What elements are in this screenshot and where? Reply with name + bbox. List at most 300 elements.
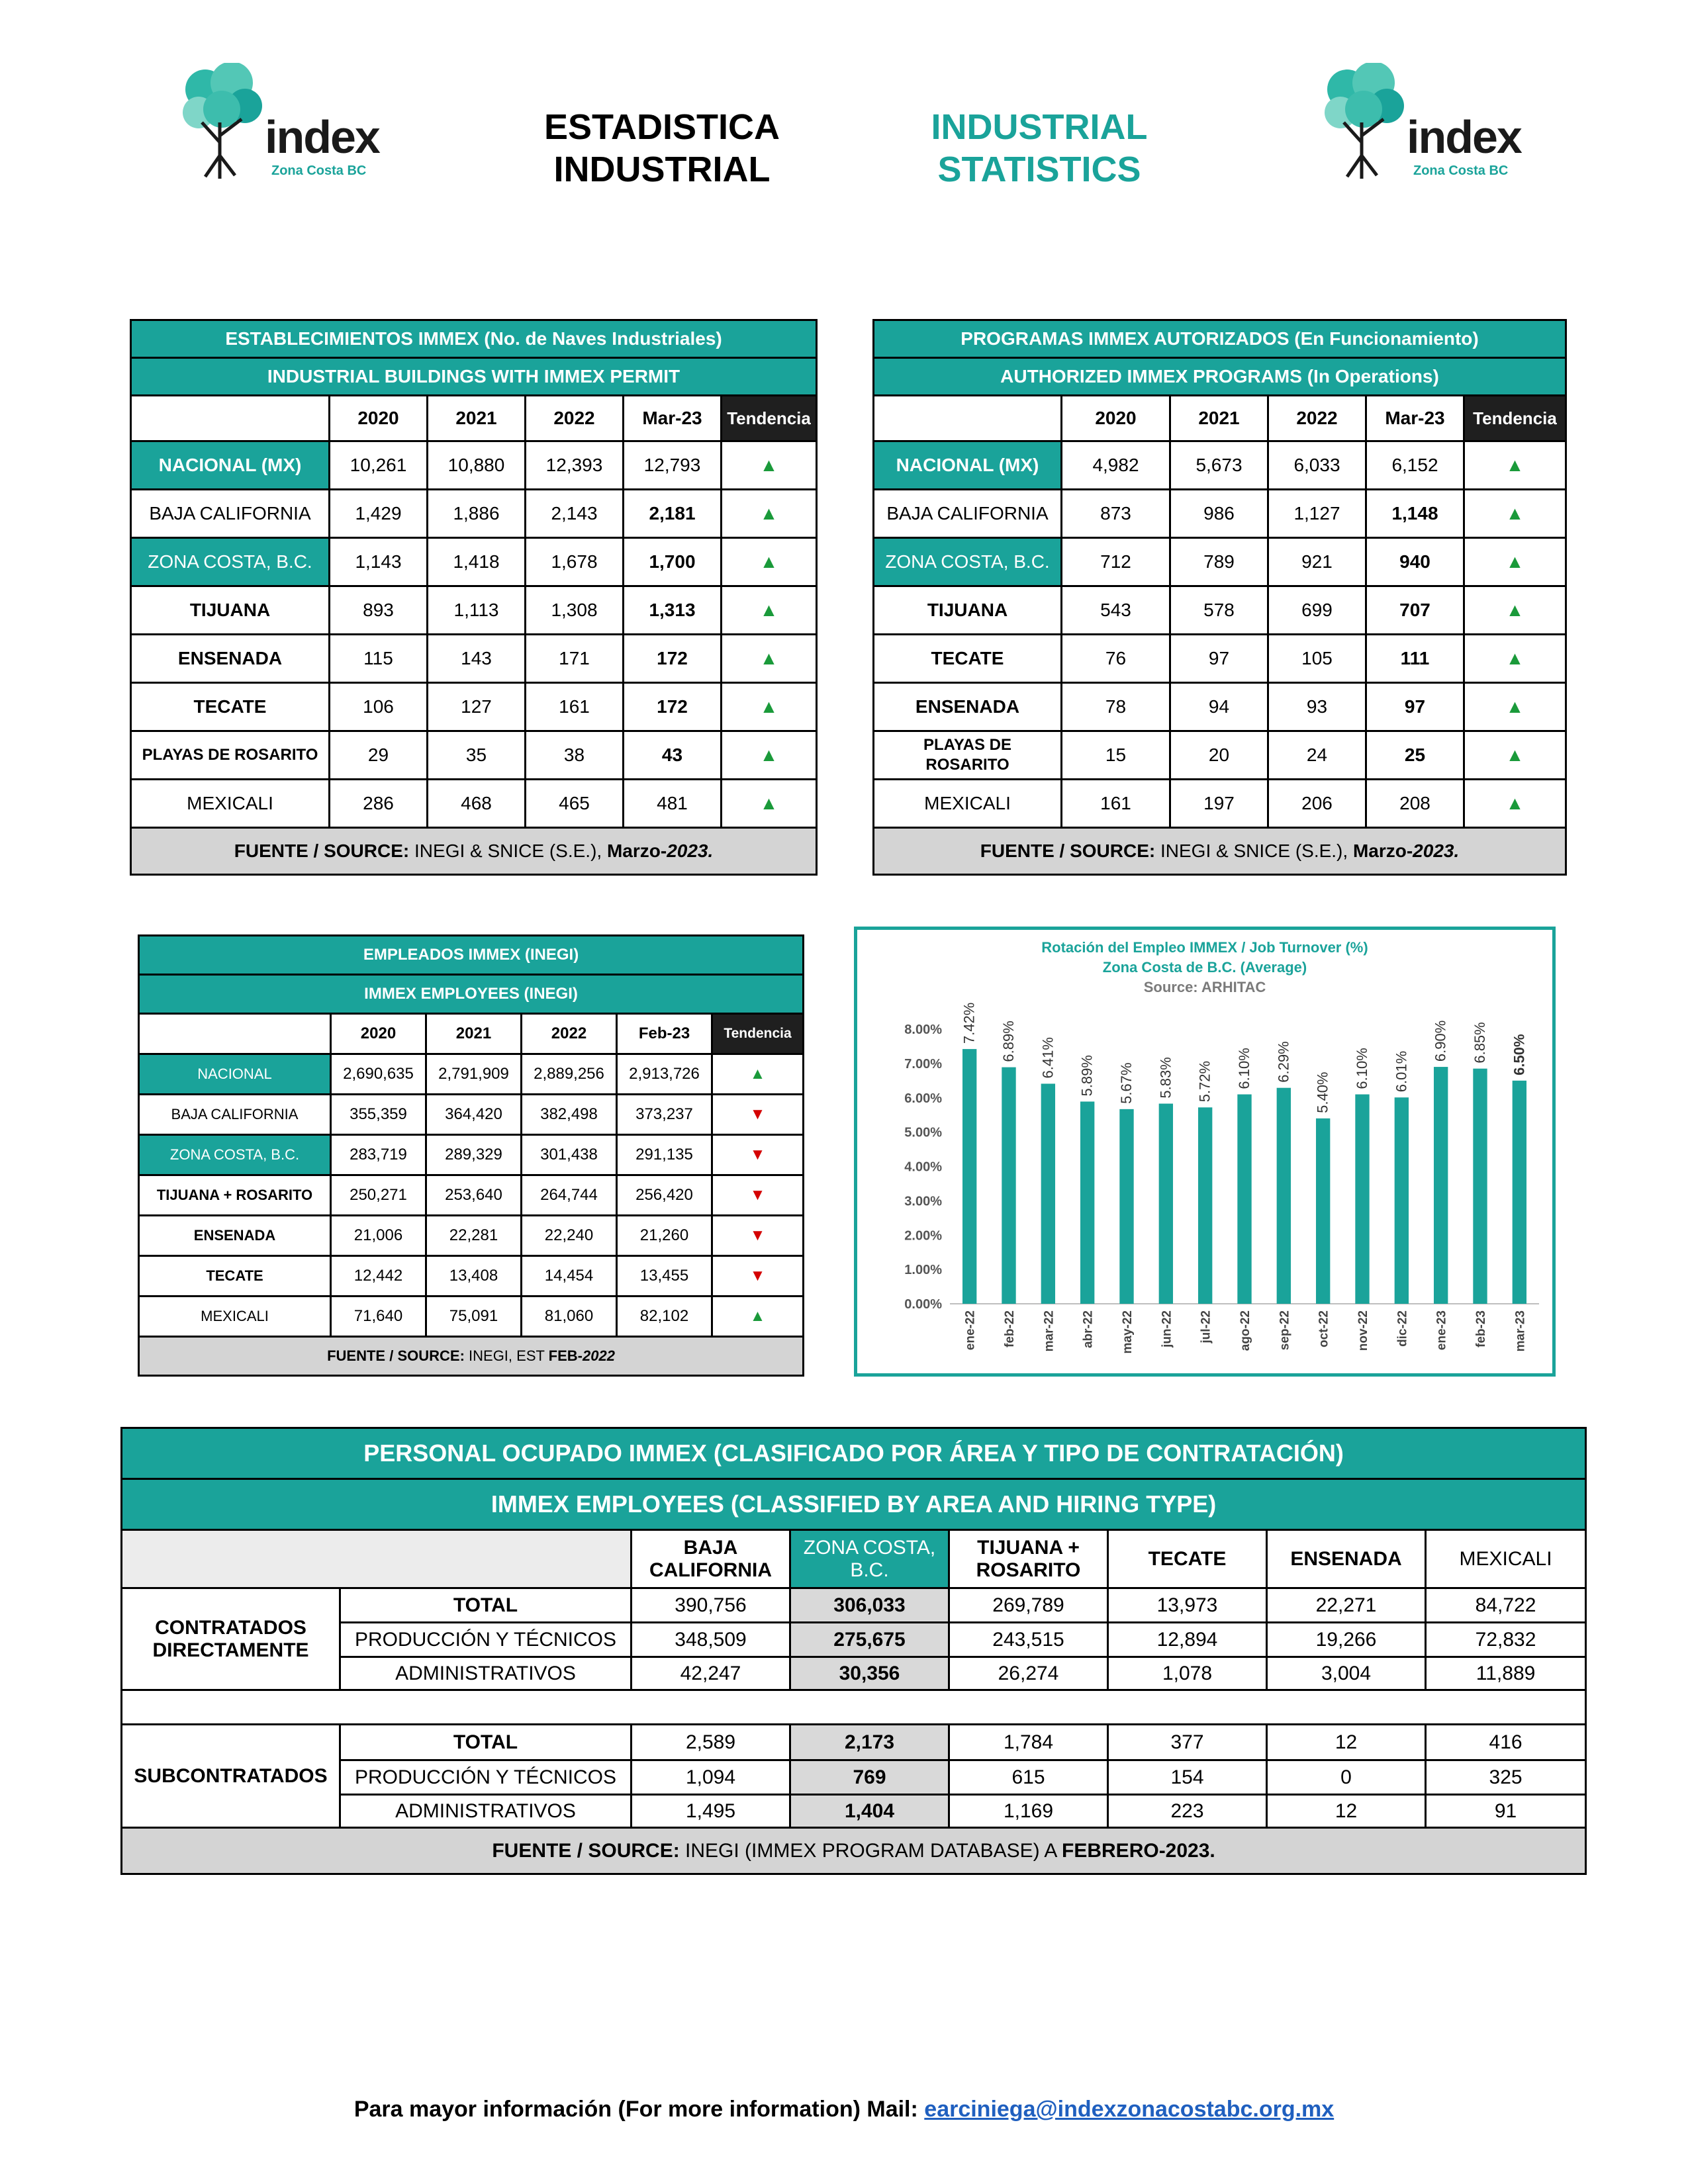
- bar: [1355, 1095, 1369, 1304]
- table-row: [122, 1623, 1586, 1657]
- col-header: Feb-23: [617, 1014, 712, 1054]
- table-row: [139, 1095, 804, 1135]
- cell: 29: [330, 731, 428, 780]
- bar: [1159, 1104, 1173, 1304]
- corner-cell: [139, 1014, 331, 1054]
- data-label: 5.72%: [1196, 1060, 1213, 1103]
- bar: [1002, 1068, 1015, 1304]
- cell: 19,266: [1267, 1623, 1426, 1657]
- trend-up-icon: ▲: [1464, 441, 1566, 490]
- chart-subtitle: Zona Costa de B.C. (Average): [1102, 959, 1307, 976]
- cell: 35: [428, 731, 526, 780]
- x-tick-label: may-22: [1121, 1310, 1135, 1354]
- title-es-line2: INDUSTRIAL: [553, 150, 771, 189]
- cell: 14,454: [522, 1256, 617, 1297]
- table-personnel-by-area: [120, 1427, 1587, 1875]
- row-label: TOTAL: [340, 1725, 632, 1760]
- table-row: [131, 538, 817, 586]
- table-row: [122, 1657, 1586, 1690]
- cell: 707: [1366, 586, 1464, 635]
- trend-up-icon: ▲: [722, 538, 817, 586]
- cell: 6,152: [1366, 441, 1464, 490]
- table-row: [874, 780, 1566, 828]
- cell: 10,261: [330, 441, 428, 490]
- row-label: MEXICALI: [131, 780, 330, 828]
- trend-up-icon: ▲: [722, 490, 817, 538]
- source-year: 2022: [582, 1347, 615, 1364]
- cell: 986: [1170, 490, 1268, 538]
- cell: 2,181: [624, 490, 722, 538]
- cell: 24: [1268, 731, 1366, 780]
- cell: 105: [1268, 635, 1366, 683]
- table-row: [874, 683, 1566, 731]
- data-label: 6.41%: [1039, 1037, 1056, 1079]
- table-title-es: ESTABLECIMIENTOS IMMEX (No. de Naves Industriales): [131, 320, 817, 358]
- data-label: 6.50%: [1511, 1034, 1528, 1075]
- corner-cell: [122, 1530, 632, 1588]
- row-label: NACIONAL: [139, 1054, 331, 1095]
- table-title-en: INDUSTRIAL BUILDINGS WITH IMMEX PERMIT: [131, 358, 817, 396]
- cell: 12,793: [624, 441, 722, 490]
- table-row: [131, 635, 817, 683]
- corner-cell: [131, 396, 330, 441]
- table-title-en: IMMEX EMPLOYEES (INEGI): [139, 975, 804, 1014]
- cell: 1,404: [790, 1795, 949, 1828]
- cell: 789: [1170, 538, 1268, 586]
- cell: 1,313: [624, 586, 722, 635]
- bar: [1119, 1109, 1133, 1304]
- cell: 243,515: [949, 1623, 1108, 1657]
- y-tick-label: 4.00%: [904, 1160, 942, 1175]
- cell: 1,127: [1268, 490, 1366, 538]
- col-header: 2020: [331, 1014, 426, 1054]
- table-row: [131, 490, 817, 538]
- cell: 291,135: [617, 1135, 712, 1175]
- cell: 10,880: [428, 441, 526, 490]
- row-label: BAJA CALIFORNIA: [139, 1095, 331, 1135]
- cell: 76: [1062, 635, 1170, 683]
- cell: 22,240: [522, 1216, 617, 1256]
- cell: 22,271: [1267, 1588, 1426, 1623]
- cell: 12,894: [1108, 1623, 1267, 1657]
- source-label: FUENTE / SOURCE:: [492, 1839, 680, 1862]
- table-row: [874, 731, 1566, 780]
- cell: 699: [1268, 586, 1366, 635]
- title-spanish: [503, 106, 821, 191]
- cell: 712: [1062, 538, 1170, 586]
- table-row: [874, 586, 1566, 635]
- col-header-trend: Tendencia: [722, 396, 817, 441]
- cell: 373,237: [617, 1095, 712, 1135]
- cell: 1,418: [428, 538, 526, 586]
- cell: 2,690,635: [331, 1054, 426, 1095]
- footer-contact: [0, 2097, 1688, 2122]
- cell: 1,495: [632, 1795, 790, 1828]
- tree-icon: [1321, 63, 1407, 182]
- cell: 197: [1170, 780, 1268, 828]
- col-header: 2022: [1268, 396, 1366, 441]
- cell: 364,420: [426, 1095, 522, 1135]
- col-header-trend: Tendencia: [1464, 396, 1566, 441]
- cell: 223: [1108, 1795, 1267, 1828]
- x-tick-label: ene-23: [1434, 1310, 1449, 1351]
- data-label: 7.42%: [961, 1002, 978, 1044]
- row-label: ZONA COSTA, B.C.: [874, 538, 1062, 586]
- cell: 12: [1267, 1795, 1426, 1828]
- trend-up-icon: ▲: [1464, 780, 1566, 828]
- col-header: 2021: [428, 396, 526, 441]
- table-immex-programs: [872, 319, 1567, 876]
- data-label: 5.40%: [1314, 1071, 1331, 1113]
- cell: 1,429: [330, 490, 428, 538]
- trend-up-icon: ▲: [722, 780, 817, 828]
- table-row: [874, 490, 1566, 538]
- cell: 21,006: [331, 1216, 426, 1256]
- cell: 269,789: [949, 1588, 1108, 1623]
- col-header: TIJUANA + ROSARITO: [949, 1530, 1108, 1588]
- cell: 893: [330, 586, 428, 635]
- trend-up-icon: ▲: [712, 1054, 804, 1095]
- data-label: 5.83%: [1157, 1057, 1174, 1099]
- x-tick-label: mar-23: [1513, 1310, 1528, 1352]
- spacer-row: [122, 1690, 1586, 1725]
- source-text: INEGI & SNICE (S.E.),: [409, 841, 607, 861]
- footer-email-link[interactable]: earciniega@indexzonacostabc.org.mx: [924, 2097, 1335, 2122]
- x-tick-label: sep-22: [1278, 1310, 1292, 1351]
- cell: 416: [1426, 1725, 1586, 1760]
- cell: 301,438: [522, 1135, 617, 1175]
- cell: 468: [428, 780, 526, 828]
- cell: 2,913,726: [617, 1054, 712, 1095]
- row-label: MEXICALI: [874, 780, 1062, 828]
- col-header: Mar-23: [624, 396, 722, 441]
- table-immex-buildings: [130, 319, 818, 876]
- table-row: [131, 731, 817, 780]
- cell: 355,359: [331, 1095, 426, 1135]
- bar: [1041, 1083, 1055, 1304]
- table-title-en: AUTHORIZED IMMEX PROGRAMS (In Operations): [874, 358, 1566, 396]
- table-row: [131, 441, 817, 490]
- source-label: FUENTE / SOURCE:: [980, 841, 1156, 861]
- table-row: [131, 780, 817, 828]
- cell: 12,442: [331, 1256, 426, 1297]
- cell: 161: [1062, 780, 1170, 828]
- col-header: 2021: [1170, 396, 1268, 441]
- cell: 1,678: [526, 538, 624, 586]
- cell: 127: [428, 683, 526, 731]
- row-label: TECATE: [139, 1256, 331, 1297]
- col-header: 2020: [330, 396, 428, 441]
- bar: [1277, 1088, 1291, 1304]
- x-tick-label: dic-22: [1395, 1310, 1410, 1347]
- data-label: 5.67%: [1118, 1062, 1135, 1104]
- cell: 172: [624, 635, 722, 683]
- bar: [1395, 1097, 1409, 1304]
- cell: 11,889: [1426, 1657, 1586, 1690]
- cell: 75,091: [426, 1297, 522, 1337]
- trend-up-icon: ▲: [722, 635, 817, 683]
- trend-up-icon: ▲: [722, 441, 817, 490]
- trend-down-icon: ▼: [712, 1256, 804, 1297]
- cell: 306,033: [790, 1588, 949, 1623]
- cell: 1,700: [624, 538, 722, 586]
- logo-word: index: [1407, 111, 1521, 163]
- row-label: ZONA COSTA, B.C.: [131, 538, 330, 586]
- table-title-es: EMPLEADOS IMMEX (INEGI): [139, 936, 804, 975]
- source-year: 2023.: [1413, 841, 1460, 861]
- trend-up-icon: ▲: [1464, 538, 1566, 586]
- x-tick-label: abr-22: [1081, 1310, 1096, 1349]
- data-label: 6.29%: [1275, 1041, 1292, 1083]
- cell: 111: [1366, 635, 1464, 683]
- table-row: [874, 538, 1566, 586]
- cell: 106: [330, 683, 428, 731]
- cell: 72,832: [1426, 1623, 1586, 1657]
- cell: 377: [1108, 1725, 1267, 1760]
- cell: 256,420: [617, 1175, 712, 1216]
- cell: 78: [1062, 683, 1170, 731]
- col-header: 2022: [526, 396, 624, 441]
- table-row: [139, 1256, 804, 1297]
- col-header: TECATE: [1108, 1530, 1267, 1588]
- cell: 1,784: [949, 1725, 1108, 1760]
- table-row: [874, 635, 1566, 683]
- corner-cell: [874, 396, 1062, 441]
- title-en-line1: INDUSTRIAL: [931, 107, 1148, 147]
- table-immex-employees: [138, 934, 804, 1377]
- cell: 1,113: [428, 586, 526, 635]
- row-label: TOTAL: [340, 1588, 632, 1623]
- table-row: [131, 586, 817, 635]
- group-label: SUBCONTRATADOS: [122, 1725, 340, 1828]
- cell: 154: [1108, 1760, 1267, 1795]
- cell: 0: [1267, 1760, 1426, 1795]
- source-note: [874, 828, 1566, 875]
- cell: 25: [1366, 731, 1464, 780]
- chart-source: Source: ARHITAC: [1143, 979, 1266, 995]
- logo-word: index: [265, 111, 379, 163]
- table-row: [122, 1725, 1586, 1760]
- row-label: ADMINISTRATIVOS: [340, 1795, 632, 1828]
- col-header: 2021: [426, 1014, 522, 1054]
- cell: 30,356: [790, 1657, 949, 1690]
- cell: 286: [330, 780, 428, 828]
- cell: 253,640: [426, 1175, 522, 1216]
- cell: 42,247: [632, 1657, 790, 1690]
- data-label: 5.89%: [1078, 1055, 1096, 1097]
- cell: 615: [949, 1760, 1108, 1795]
- tree-icon: [179, 63, 265, 182]
- trend-up-icon: ▲: [1464, 731, 1566, 780]
- title-es-line1: ESTADISTICA: [543, 107, 780, 147]
- bar: [1434, 1067, 1448, 1304]
- index-logo-right: [1321, 63, 1519, 189]
- bar: [1080, 1101, 1094, 1304]
- cell: 115: [330, 635, 428, 683]
- trend-up-icon: ▲: [722, 731, 817, 780]
- source-note: [139, 1337, 804, 1376]
- source-note: [122, 1828, 1586, 1874]
- cell: 26,274: [949, 1657, 1108, 1690]
- trend-up-icon: ▲: [1464, 635, 1566, 683]
- table-row: [139, 1135, 804, 1175]
- source-text: INEGI & SNICE (S.E.),: [1155, 841, 1353, 861]
- col-header: ZONA COSTA, B.C.: [790, 1530, 949, 1588]
- trend-up-icon: ▲: [1464, 586, 1566, 635]
- cell: 1,078: [1108, 1657, 1267, 1690]
- row-label: NACIONAL (MX): [874, 441, 1062, 490]
- cell: 12,393: [526, 441, 624, 490]
- cell: 1,169: [949, 1795, 1108, 1828]
- row-label: ADMINISTRATIVOS: [340, 1657, 632, 1690]
- row-label: BAJA CALIFORNIA: [131, 490, 330, 538]
- x-tick-label: nov-22: [1356, 1310, 1370, 1351]
- table-row: [139, 1297, 804, 1337]
- cell: 15: [1062, 731, 1170, 780]
- source-text: INEGI (IMMEX PROGRAM DATABASE) A: [679, 1839, 1062, 1862]
- cell: 206: [1268, 780, 1366, 828]
- cell: 82,102: [617, 1297, 712, 1337]
- trend-up-icon: ▲: [722, 586, 817, 635]
- trend-down-icon: ▼: [712, 1135, 804, 1175]
- trend-up-icon: ▲: [722, 683, 817, 731]
- cell: 1,148: [1366, 490, 1464, 538]
- source-date: Marzo-: [606, 841, 667, 861]
- cell: 6,033: [1268, 441, 1366, 490]
- bar: [1237, 1095, 1251, 1304]
- cell: 97: [1170, 635, 1268, 683]
- y-tick-label: 5.00%: [904, 1125, 942, 1140]
- cell: 22,281: [426, 1216, 522, 1256]
- col-header: BAJA CALIFORNIA: [632, 1530, 790, 1588]
- y-tick-label: 3.00%: [904, 1194, 942, 1209]
- source-note: [131, 828, 817, 875]
- cell: 3,004: [1267, 1657, 1426, 1690]
- cell: 264,744: [522, 1175, 617, 1216]
- table-row: [874, 441, 1566, 490]
- cell: 172: [624, 683, 722, 731]
- cell: 873: [1062, 490, 1170, 538]
- trend-down-icon: ▼: [712, 1175, 804, 1216]
- col-header: Mar-23: [1366, 396, 1464, 441]
- table-row: [122, 1588, 1586, 1623]
- row-label: TECATE: [874, 635, 1062, 683]
- title-english: [880, 106, 1198, 191]
- cell: 481: [624, 780, 722, 828]
- row-label: ZONA COSTA, B.C.: [139, 1135, 331, 1175]
- row-label: PRODUCCIÓN Y TÉCNICOS: [340, 1760, 632, 1795]
- row-label: NACIONAL (MX): [131, 441, 330, 490]
- bar: [1473, 1069, 1487, 1304]
- cell: 2,173: [790, 1725, 949, 1760]
- x-tick-label: oct-22: [1317, 1310, 1331, 1347]
- cell: 250,271: [331, 1175, 426, 1216]
- table-title-es: PERSONAL OCUPADO IMMEX (CLASIFICADO POR ÁREA Y TIPO DE CONTRATACIÓN): [122, 1428, 1586, 1479]
- cell: 1,308: [526, 586, 624, 635]
- x-tick-label: ene-22: [963, 1310, 978, 1351]
- cell: 5,673: [1170, 441, 1268, 490]
- table-row: [131, 683, 817, 731]
- cell: 21,260: [617, 1216, 712, 1256]
- cell: 91: [1426, 1795, 1586, 1828]
- cell: 43: [624, 731, 722, 780]
- source-date: FEBRERO-2023.: [1062, 1839, 1215, 1862]
- cell: 13,455: [617, 1256, 712, 1297]
- cell: 12: [1267, 1725, 1426, 1760]
- row-label: BAJA CALIFORNIA: [874, 490, 1062, 538]
- bar: [1198, 1107, 1212, 1304]
- job-turnover-chart: [854, 927, 1556, 1377]
- y-tick-label: 1.00%: [904, 1263, 942, 1278]
- bar: [962, 1049, 976, 1304]
- cell: 208: [1366, 780, 1464, 828]
- logo-subtitle: Zona Costa BC: [271, 163, 367, 178]
- cell: 348,509: [632, 1623, 790, 1657]
- cell: 2,791,909: [426, 1054, 522, 1095]
- cell: 143: [428, 635, 526, 683]
- cell: 769: [790, 1760, 949, 1795]
- logo-subtitle: Zona Costa BC: [1413, 163, 1509, 178]
- trend-down-icon: ▼: [712, 1216, 804, 1256]
- cell: 1,143: [330, 538, 428, 586]
- table-row: [139, 1175, 804, 1216]
- col-header: ENSENADA: [1267, 1530, 1426, 1588]
- cell: 1,886: [428, 490, 526, 538]
- y-tick-label: 6.00%: [904, 1091, 942, 1106]
- table-row: [122, 1795, 1586, 1828]
- source-date: Marzo-: [1352, 841, 1413, 861]
- cell: 13,973: [1108, 1588, 1267, 1623]
- x-tick-label: mar-22: [1042, 1310, 1056, 1352]
- data-label: 6.10%: [1236, 1048, 1252, 1089]
- cell: 2,143: [526, 490, 624, 538]
- chart-plot: [857, 930, 1552, 1373]
- cell: 2,589: [632, 1725, 790, 1760]
- cell: 325: [1426, 1760, 1586, 1795]
- cell: 465: [526, 780, 624, 828]
- cell: 94: [1170, 683, 1268, 731]
- x-tick-label: ago-22: [1239, 1310, 1252, 1351]
- cell: 171: [526, 635, 624, 683]
- trend-up-icon: ▲: [712, 1297, 804, 1337]
- x-tick-label: jul-22: [1199, 1310, 1213, 1343]
- row-label: ENSENADA: [874, 683, 1062, 731]
- y-tick-label: 2.00%: [904, 1228, 942, 1244]
- source-date: FEB-: [548, 1347, 583, 1364]
- source-text: INEGI, EST: [464, 1347, 549, 1364]
- data-label: 6.85%: [1472, 1022, 1488, 1064]
- footer-text: Para mayor información (For more information) Mail:: [353, 2097, 925, 2122]
- source-year: 2023.: [667, 841, 714, 861]
- chart-title: Rotación del Empleo IMMEX / Job Turnover (%): [1041, 939, 1368, 956]
- cell: 161: [526, 683, 624, 731]
- row-label: PRODUCCIÓN Y TÉCNICOS: [340, 1623, 632, 1657]
- row-label: TIJUANA + ROSARITO: [139, 1175, 331, 1216]
- cell: 84,722: [1426, 1588, 1586, 1623]
- table-title-es: PROGRAMAS IMMEX AUTORIZADOS (En Funcionamiento): [874, 320, 1566, 358]
- trend-down-icon: ▼: [712, 1095, 804, 1135]
- cell: 2,889,256: [522, 1054, 617, 1095]
- cell: 13,408: [426, 1256, 522, 1297]
- x-tick-label: jun-22: [1160, 1310, 1174, 1347]
- data-label: 6.89%: [1000, 1021, 1017, 1062]
- cell: 93: [1268, 683, 1366, 731]
- col-header: MEXICALI: [1426, 1530, 1586, 1588]
- row-label: MEXICALI: [139, 1297, 331, 1337]
- source-label: FUENTE / SOURCE:: [327, 1347, 465, 1364]
- cell: 71,640: [331, 1297, 426, 1337]
- cell: 38: [526, 731, 624, 780]
